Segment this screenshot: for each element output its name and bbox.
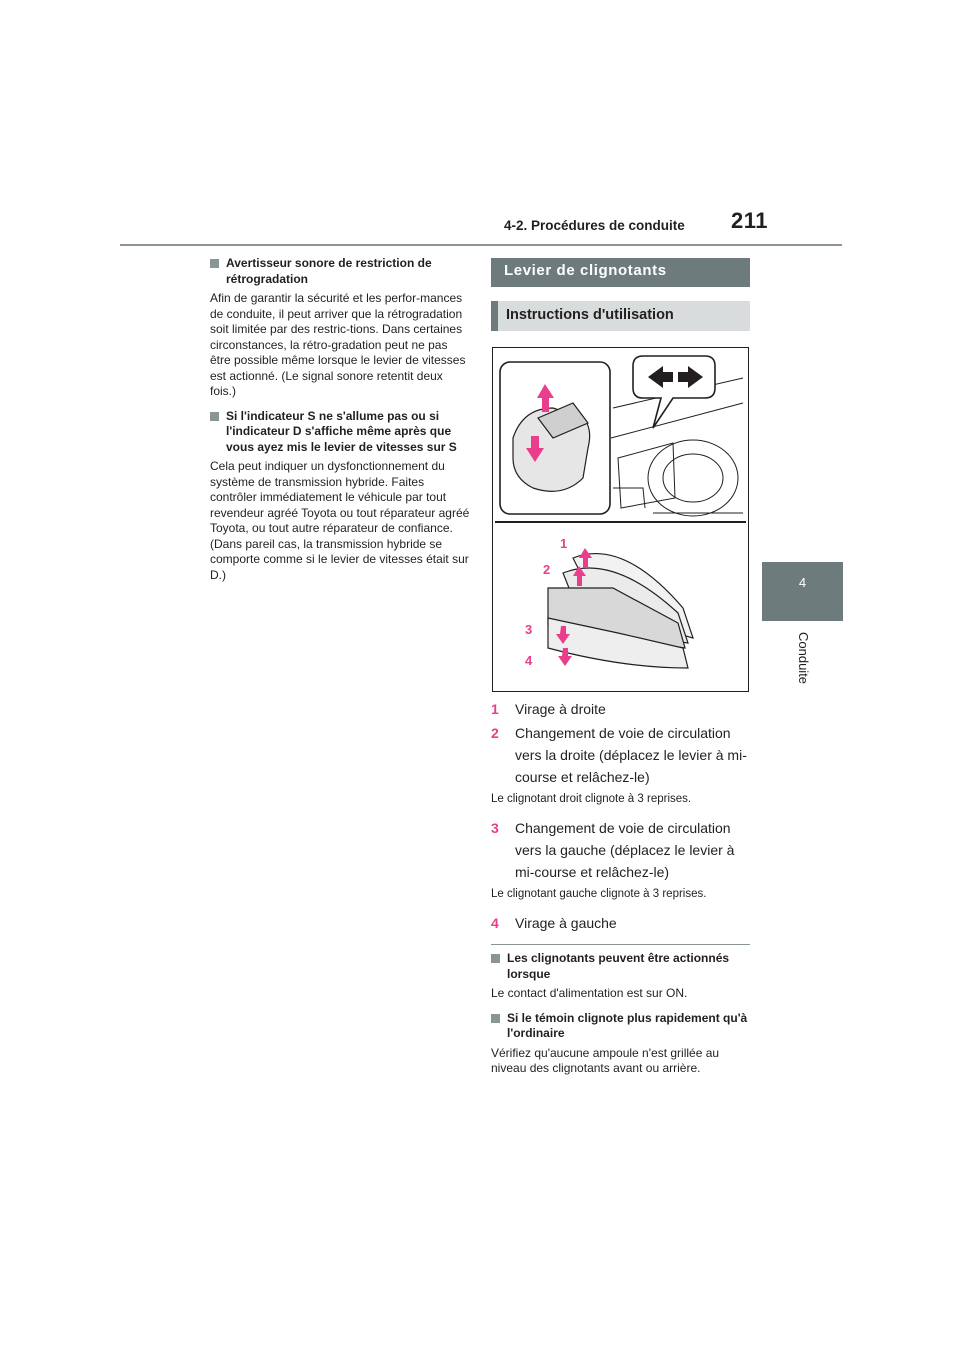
step-number: 3 (491, 820, 499, 836)
square-bullet-icon (210, 259, 219, 268)
secondary-heading-text: Instructions d'utilisation (506, 307, 674, 323)
step-item (491, 722, 753, 788)
info-body: Afin de garantir la sécurité et les perfor-mances de conduite, il peut arriver que la rétrogradation soit limitée par des restric-tions. Dans certaines circonstances, la rétro-gradation peut ne pas être possible même lorsque le levier de vitesses est actionné. (Le signal sonore retentit deux fois.) (210, 291, 466, 399)
figure-number: 4 (525, 653, 533, 668)
info-heading (210, 409, 470, 456)
figure-number: 2 (543, 562, 551, 577)
turn-signal-lever-illustration (492, 347, 749, 692)
primary-heading-text: Levier de clignotants (504, 262, 667, 279)
info-body: Vérifiez qu'aucune ampoule n'est grillée au niveau des clignotants avant ou arrière. (491, 1045, 720, 1076)
info-heading-text: Si l'indicateur S ne s'allume pas ou si l'indicateur D s'affiche même après que vous ayez mis le levier de vitesses sur S (226, 408, 457, 454)
section-divider (491, 944, 750, 945)
step-item (491, 912, 753, 934)
step-note: Le clignotant droit clignote à 3 reprises. (491, 793, 692, 805)
info-heading-text: Avertisseur sonore de restriction de rétrogradation (226, 256, 432, 286)
operation-steps (491, 698, 753, 936)
step-item (491, 817, 753, 883)
figure-number: 3 (525, 622, 533, 637)
info-body: Le contact d'alimentation est sur ON. (491, 986, 688, 1001)
step-number: 4 (491, 915, 499, 931)
chapter-tab-label: Conduite (796, 632, 811, 685)
lever-positions-drawing (548, 554, 693, 668)
info-heading-text: Les clignotants peuvent être actionnés lorsque (507, 951, 730, 981)
chapter-tab-number: 4 (798, 575, 807, 590)
info-heading (210, 256, 470, 287)
right-info-section (491, 951, 753, 1086)
step-number: 2 (491, 725, 499, 741)
page-number: 211 (731, 208, 768, 233)
step-text: Virage à gauche (515, 915, 617, 931)
square-bullet-icon (491, 954, 500, 963)
callout-balloon (633, 356, 715, 428)
info-heading-text: Si le témoin clignote plus rapidement qu'à l'ordinaire (507, 1010, 748, 1041)
step-item (491, 698, 753, 720)
square-bullet-icon (491, 1014, 500, 1023)
step-text: Virage à droite (515, 701, 606, 717)
square-bullet-icon (210, 412, 219, 421)
step-text: Changement de voie de circulation vers la gauche (déplacez le levier à mi-course et relâchez-le) (515, 820, 735, 880)
secondary-heading (491, 301, 750, 331)
step-text: Changement de voie de circulation vers la droite (déplacez le levier à mi-course et relâchez-le) (515, 725, 747, 785)
lever-diagram (493, 348, 748, 691)
section-title: 4-2. Procédures de conduite (504, 218, 685, 233)
info-body: Cela peut indiquer un dysfonctionnement du système de transmission hybride. Faites contrôler immédiatement le véhicule par tout revendeur agréé Toyota ou tout réparateur agréé Toyota, ou tout autre réparateur de confiance. (Dans pareil cas, la transmission hybride se comporte comme si le levier de vitesses était sur D.) (210, 459, 470, 582)
step-note: Le clignotant gauche clignote à 3 reprises. (491, 888, 707, 900)
info-heading (491, 1011, 753, 1042)
step-number: 1 (491, 701, 499, 717)
info-heading (491, 951, 753, 982)
chapter-tab (762, 562, 843, 621)
header-divider (120, 244, 842, 246)
primary-heading (491, 258, 750, 287)
left-column (210, 256, 470, 592)
figure-number: 1 (560, 536, 568, 551)
